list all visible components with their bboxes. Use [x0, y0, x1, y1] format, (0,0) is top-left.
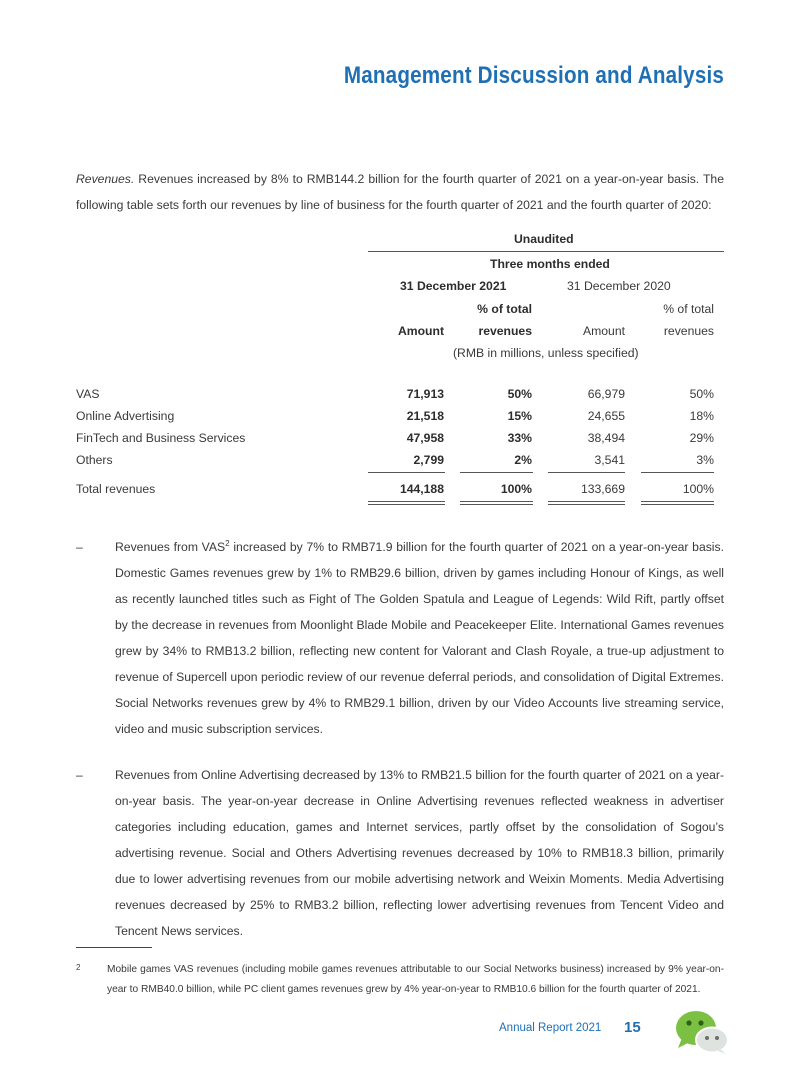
list-item [76, 534, 724, 742]
row-amount-2021: 21,518 [406, 409, 444, 423]
row-label: FinTech and Business Services [76, 431, 246, 445]
big-bubble-eye-right [698, 1020, 703, 1025]
amount-2020-label: Amount [582, 324, 625, 338]
page-number: 15 [624, 1019, 641, 1036]
big-bubble-eye-left [686, 1020, 691, 1025]
table-header-pct-top [76, 302, 724, 322]
bullet-text: Revenues from VAS [115, 540, 226, 554]
rule-total-amount-2021-b [368, 504, 445, 505]
bullet-text: Revenues from Online Advertising decreased by 13% to RMB21.5 billion for the fourth quarter of 2021 on a year-on-year basis. The year-on-year decrease in Online Advertising revenues reflected weakness in advertiser categories including education, games and Internet services, partly offset by the consolidation of Sogou’s advertising revenue. Social and Others Advertising revenues decreased by 10% to RMB18.3 billion, primarily due to lower advertising revenues from our mobile advertising network and Weixin Moments. Media Advertising revenues decreased by 25% to RMB3.2 billion, reflecting lower advertising revenues from Tencent Video and Tencent News services. [115, 768, 724, 938]
rule-subtotal-amount-2020 [548, 472, 625, 473]
row-pct-2020: 50% [689, 387, 714, 401]
rule-unaudited [368, 251, 724, 252]
rule-total-amount-2021 [368, 501, 445, 502]
row-pct-2021: 33% [507, 431, 532, 445]
page-title: Management Discussion and Analysis [343, 62, 724, 89]
rule-total-amount-2020-b [548, 504, 625, 505]
table-header-unit [76, 346, 724, 366]
row-amount-2021: 47,958 [406, 431, 444, 445]
rule-total-pct-2021-b [460, 504, 533, 505]
unit-note: (RMB in millions, unless specified) [453, 346, 639, 360]
table-header-amount [76, 324, 724, 344]
intro-lead: Revenues. [76, 172, 135, 186]
date-2020-label: 31 December 2020 [567, 279, 671, 293]
row-label: Others [76, 453, 113, 467]
bullet-dash: – [76, 540, 83, 554]
row-pct-2020: 29% [689, 431, 714, 445]
row-amount-2021: 2,799 [413, 453, 444, 467]
list-item [76, 762, 724, 944]
table-row [76, 453, 724, 473]
table-header-period [76, 257, 724, 277]
row-pct-2020: 18% [689, 409, 714, 423]
table-row [76, 431, 724, 451]
row-amount-2020: 66,979 [587, 387, 625, 401]
row-label: VAS [76, 387, 100, 401]
footer-report-label: Annual Report 2021 [499, 1022, 602, 1034]
intro-paragraph [76, 166, 724, 218]
table-row [76, 409, 724, 429]
small-bubble-eye-right [715, 1036, 719, 1040]
rule-subtotal-pct-2021 [460, 472, 533, 473]
total-amount-2020: 133,669 [580, 482, 625, 496]
footnote-text: Mobile games VAS revenues (including mobile games revenues attributable to our Social Networks business) increased by 9% year-on-year to RMB40.0 billion, while PC client games revenues grew by 4% year-on-year to RMB10.6 billion for the fourth quarter of 2021. [107, 964, 724, 995]
date-2021-label: 31 December 2021 [400, 279, 507, 293]
rule-total-pct-2021 [460, 501, 533, 502]
unaudited-label: Unaudited [514, 232, 574, 246]
table-row [76, 387, 724, 407]
table-header-unaudited [76, 232, 724, 252]
total-pct-2021: 100% [500, 482, 532, 496]
row-pct-2021: 2% [514, 453, 532, 467]
row-amount-2021: 71,913 [406, 387, 444, 401]
rule-subtotal-pct-2020 [641, 472, 714, 473]
table-total-row [76, 482, 724, 502]
bullet-dash: – [76, 768, 83, 782]
row-amount-2020: 3,541 [594, 453, 625, 467]
table-header-dates [76, 279, 724, 299]
pct-total-top-2020: % of total [663, 302, 714, 316]
period-label: Three months ended [490, 257, 610, 271]
footnote [76, 960, 724, 1000]
pct-total-bottom-2020: revenues [663, 324, 714, 338]
row-pct-2021: 15% [507, 409, 532, 423]
row-pct-2021: 50% [507, 387, 532, 401]
row-pct-2020: 3% [696, 453, 714, 467]
intro-text: Revenues increased by 8% to RMB144.2 billion for the fourth quarter of 2021 on a year-on-year basis. The following table sets forth our revenues by line of business for the fourth quarter of 2021 and the fourth quarter of 2020: [76, 172, 724, 212]
rule-subtotal-amount-2021 [368, 472, 445, 473]
footnote-divider [76, 947, 152, 948]
footnote-mark: 2 [76, 963, 81, 972]
total-pct-2020: 100% [682, 482, 714, 496]
amount-2021-label: Amount [397, 324, 444, 338]
rule-total-pct-2020-b [641, 504, 714, 505]
rule-total-amount-2020 [548, 501, 625, 502]
bullet-text-rest: increased by 7% to RMB71.9 billion for the fourth quarter of 2021 on a year-on-year basis. Domestic Games revenues grew by 1% to RMB29.6 billion, driven by games including Honour of Kings, as well as recently launched titles such as Fight of The Golden Spatula and League of Legends: Wild Rift, partly offset by the decrease in revenues from Moonlight Blade Mobile and Peacekeeper Elite. International Games revenues grew by 34% to RMB13.2 billion, reflecting new content for Valorant and Clash Royale, a true-up adjustment to revenue of Supercell upon periodic review of our revenue deferral periods, and consolidation of Digital Extremes. Social Networks revenues grew by 4% to RMB29.1 billion, driven by our Video Accounts live streaming service, video and music subscription services. [115, 540, 724, 736]
rule-total-pct-2020 [641, 501, 714, 502]
row-amount-2020: 38,494 [587, 431, 625, 445]
pct-total-bottom-2021: revenues [478, 324, 532, 338]
pct-total-top-2021: % of total [477, 302, 532, 316]
row-amount-2020: 24,655 [587, 409, 625, 423]
bullet-list [76, 534, 724, 964]
small-bubble-eye-left [705, 1036, 709, 1040]
small-bubble [696, 1028, 728, 1053]
total-amount-2021: 144,188 [399, 482, 444, 496]
chat-bubbles-icon [674, 1008, 730, 1054]
footnote-ref[interactable]: 2 [225, 538, 230, 548]
row-label: Online Advertising [76, 409, 175, 423]
total-label: Total revenues [76, 482, 156, 496]
